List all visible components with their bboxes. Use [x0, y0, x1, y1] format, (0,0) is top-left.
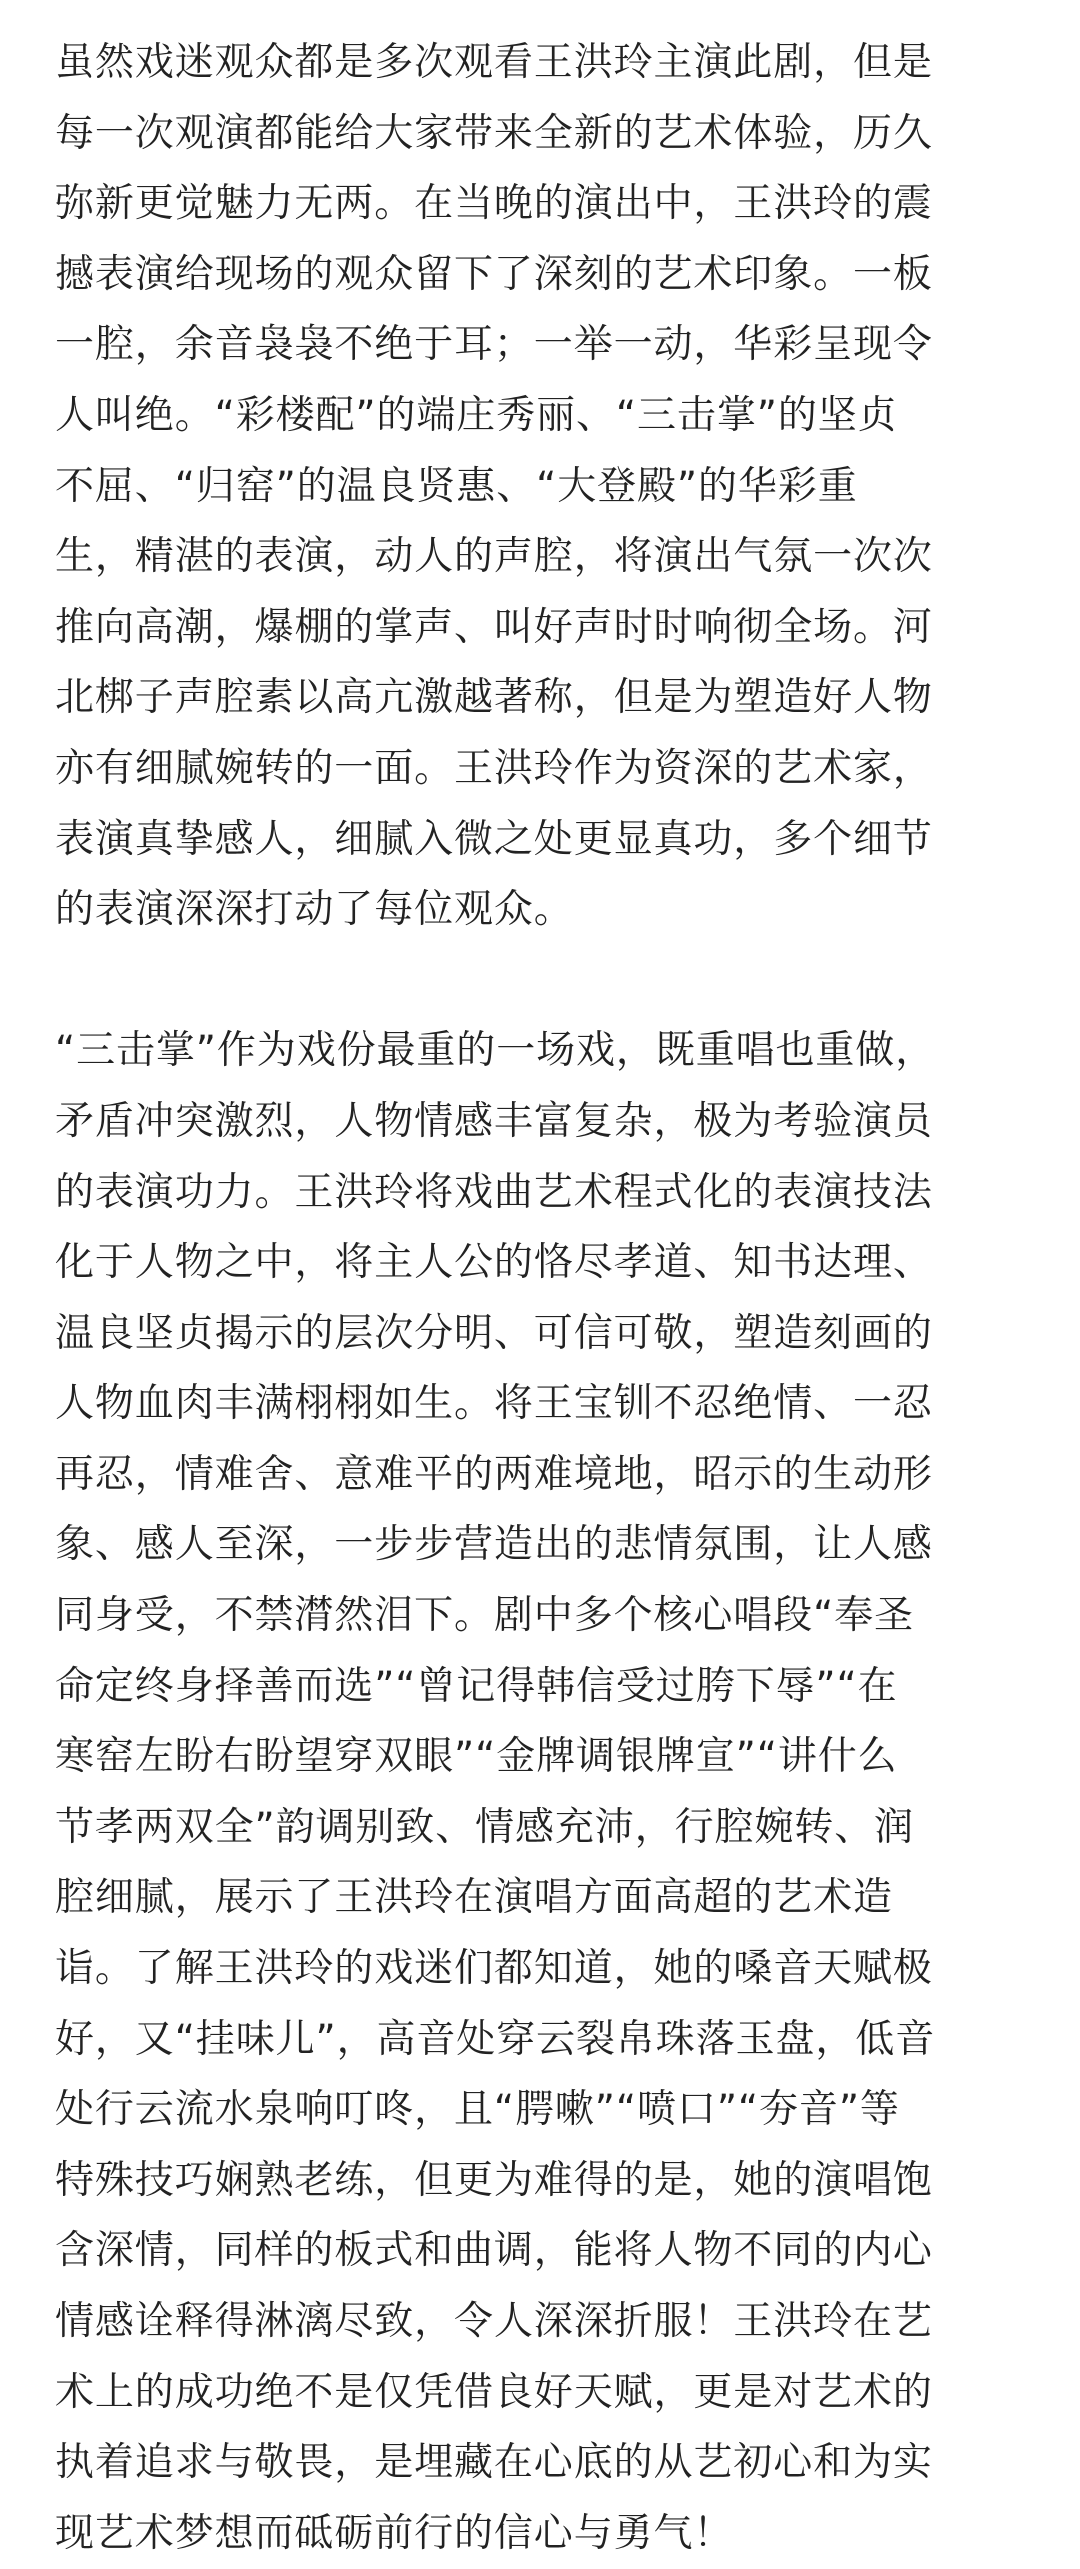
- text-line: 北梆子声腔素以高亢激越著称，但是为塑造好人物: [55, 675, 933, 721]
- text-line: 温良坚贞揭示的层次分明、可信可敬，塑造刻画的: [55, 1310, 933, 1356]
- text-line: 好，又“挂味儿”，高音处穿云裂帛珠落玉盘，低音: [55, 2016, 936, 2062]
- paragraph-spacer: [55, 946, 1035, 1017]
- text-line: 一腔，余音袅袅不绝于耳；一举一动，华彩呈现令: [55, 322, 933, 368]
- text-line: 寒窑左盼右盼望穿双眼”“金牌调银牌宣”“讲什么: [55, 1734, 898, 1780]
- text-line: 人叫绝。“彩楼配”的端庄秀丽、“三击掌”的坚贞: [55, 392, 898, 438]
- text-line: 表演真挚感人，细腻入微之处更显真功，多个细节: [55, 816, 933, 862]
- text-line: “三击掌”作为戏份最重的一场戏，既重唱也重做，: [55, 1028, 936, 1074]
- text-line: 生，精湛的表演，动人的声腔，将演出气氛一次次: [55, 534, 933, 580]
- text-line: 再忍，情难舍、意难平的两难境地，昭示的生动形: [55, 1451, 933, 1497]
- text-line: 虽然戏迷观众都是多次观看王洪玲主演此剧，但是: [55, 40, 933, 85]
- text-line: 特殊技巧娴熟老练，但更为难得的是，她的演唱饱: [55, 2157, 933, 2203]
- text-line: 矛盾冲突激烈，人物情感丰富复杂，极为考验演员: [55, 1098, 933, 1144]
- text-line: 诣。了解王洪玲的戏迷们都知道，她的嗓音天赋极: [55, 1946, 933, 1992]
- text-line: 腔细腻，展示了王洪玲在演唱方面高超的艺术造: [55, 1875, 893, 1921]
- text-line: 处行云流水泉响叮咚，且“腭嗽”“喷口”“夯音”等: [55, 2087, 900, 2133]
- text-line: 化于人物之中，将主人公的恪尽孝道、知书达理、: [55, 1240, 933, 1286]
- text-line: 同身受，不禁潸然泪下。剧中多个核心唱段“奉圣: [55, 1593, 915, 1639]
- text-line: 节孝两双全”韵调别致、情感充沛，行腔婉转、润: [55, 1804, 915, 1850]
- paragraph-1: [55, 28, 1035, 946]
- text-line: 执着追求与敬畏，是埋藏在心底的从艺初心和为实: [55, 2440, 933, 2486]
- paragraph-2: [55, 1016, 1035, 2569]
- text-line: 的表演功力。王洪玲将戏曲艺术程式化的表演技法: [55, 1169, 933, 1215]
- text-line: 含深情，同样的板式和曲调，能将人物不同的内心: [55, 2228, 933, 2274]
- text-line: 情感诠释得淋漓尽致，令人深深折服！王洪玲在艺: [55, 2299, 933, 2344]
- text-line: 亦有细腻婉转的一面。王洪玲作为资深的艺术家，: [55, 745, 933, 791]
- text-line: 弥新更觉魅力无两。在当晚的演出中，王洪玲的震: [55, 181, 933, 227]
- text-line: 不屈、“归窑”的温良贤惠、“大登殿”的华彩重: [55, 463, 858, 509]
- text-line: 每一次观演都能给大家带来全新的艺术体验，历久: [55, 110, 933, 156]
- text-line: 人物血肉丰满栩栩如生。将王宝钏不忍绝情、一忍: [55, 1381, 933, 1427]
- text-line: 术上的成功绝不是仅凭借良好天赋，更是对艺术的: [55, 2369, 933, 2415]
- text-line: 的表演深深打动了每位观众。: [55, 887, 574, 933]
- text-line: 命定终身择善而选”“曾记得韩信受过胯下辱”“在: [55, 1663, 898, 1709]
- text-line: 推向高潮，爆棚的掌声、叫好声时时响彻全场。河: [55, 604, 933, 650]
- text-line: 撼表演给现场的观众留下了深刻的艺术印象。一板: [55, 251, 933, 297]
- text-line: 象、感人至深，一步步营造出的悲情氛围，让人感: [55, 1522, 933, 1568]
- article-body: [55, 28, 1035, 2569]
- text-line: 现艺术梦想而砥砺前行的信心与勇气！: [55, 2510, 734, 2556]
